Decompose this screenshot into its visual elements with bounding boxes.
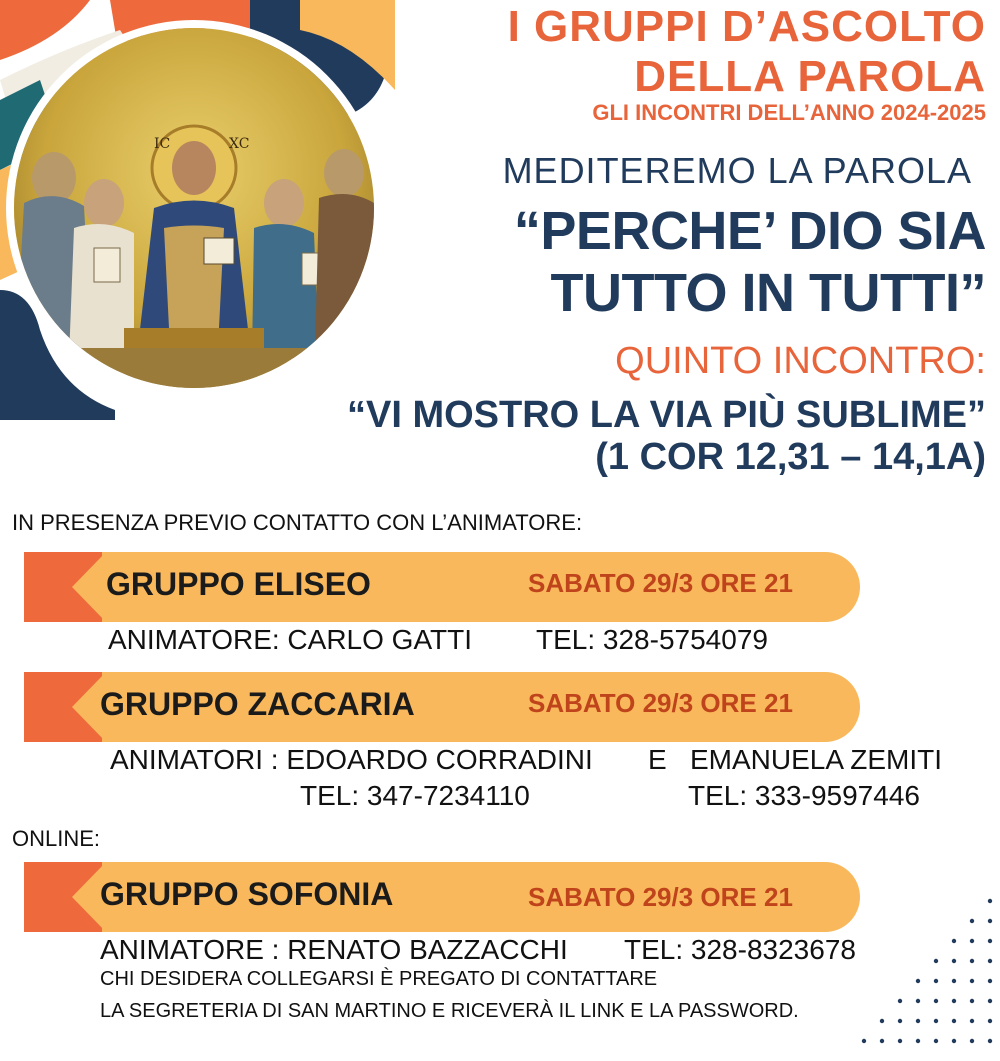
- decorative-dot: [952, 1019, 956, 1023]
- decorative-dot: [880, 1039, 884, 1043]
- decorative-dot: [934, 959, 938, 963]
- decorative-dot: [988, 919, 992, 923]
- theme-intro: MEDITEREMO LA PAROLA: [502, 150, 972, 191]
- group-banner-sofonia: [24, 862, 860, 932]
- animator-tel: TEL: 328-8323678: [624, 934, 856, 965]
- decorative-dot: [952, 999, 956, 1003]
- decorative-dot: [916, 979, 920, 983]
- decorative-dot: [988, 1039, 992, 1043]
- mosaic-illustration: [14, 28, 374, 388]
- animator-2: EMANUELA ZEMITI: [690, 744, 943, 775]
- theme-line-1: “PERCHE’ DIO SIA: [513, 201, 986, 261]
- decorative-dot: [898, 1019, 902, 1023]
- animator-tel-2: TEL: 333-9597446: [688, 780, 920, 811]
- mosaic-image: [14, 28, 374, 388]
- animators-label: ANIMATORI : EDOARDO CORRADINI: [110, 744, 593, 775]
- decorative-dot: [934, 999, 938, 1003]
- animator-tel-1: TEL: 347-7234110: [300, 780, 530, 811]
- in-person-heading: IN PRESENZA PREVIO CONTATTO CON L’ANIMATORE:: [12, 510, 583, 535]
- group-name: GRUPPO ZACCARIA: [100, 686, 415, 722]
- decorative-dot: [970, 1039, 974, 1043]
- decorative-dot: [952, 959, 956, 963]
- decorative-dot: [988, 939, 992, 943]
- title-line-1: I GRUPPI D’ASCOLTO: [507, 2, 986, 51]
- animator-line: ANIMATORE : RENATO BAZZACCHI: [100, 934, 568, 965]
- title-line-2: DELLA PAROLA: [634, 52, 986, 101]
- group-banner-zaccaria: [24, 672, 860, 742]
- decorative-dots: [850, 881, 1000, 1061]
- theme-line-2: TUTTO IN TUTTI”: [550, 263, 986, 323]
- decorative-dot: [916, 999, 920, 1003]
- mosaic-inscription-left: IC: [154, 136, 171, 152]
- decorative-dot: [988, 999, 992, 1003]
- decorative-dot: [862, 1039, 866, 1043]
- decorative-dot: [934, 1019, 938, 1023]
- subtitle: GLI INCONTRI DELL’ANNO 2024-2025: [592, 100, 986, 125]
- decorative-dot: [952, 1039, 956, 1043]
- decorative-dot: [988, 959, 992, 963]
- decorative-dot: [952, 979, 956, 983]
- decorative-dot: [952, 939, 956, 943]
- group-banner-eliseo: [24, 552, 860, 622]
- group-date: SABATO 29/3 ORE 21: [528, 688, 793, 718]
- verse-line-1: “VI MOSTRO LA VIA PIÙ SUBLIME”: [347, 394, 986, 436]
- meeting-label: QUINTO INCONTRO:: [615, 340, 986, 382]
- online-heading: ONLINE:: [12, 826, 101, 851]
- decorative-dot: [916, 1019, 920, 1023]
- group-name: GRUPPO SOFONIA: [100, 876, 394, 912]
- decorative-dot: [988, 1019, 992, 1023]
- decorative-dot: [988, 899, 992, 903]
- decorative-dot: [970, 979, 974, 983]
- decorative-dot: [934, 1039, 938, 1043]
- decorative-dot: [934, 979, 938, 983]
- verse-line-2: (1 COR 12,31 – 14,1A): [595, 436, 986, 478]
- decorative-dot: [970, 939, 974, 943]
- decorative-dot: [970, 1019, 974, 1023]
- group-name: GRUPPO ELISEO: [106, 566, 371, 602]
- decorative-dot: [880, 1019, 884, 1023]
- mosaic-inscription-right: XC: [229, 136, 250, 152]
- decorative-dot: [970, 919, 974, 923]
- decorative-dot: [916, 1039, 920, 1043]
- decorative-dot: [970, 959, 974, 963]
- group-date: SABATO 29/3 ORE 21: [528, 568, 793, 598]
- animator-tel: TEL: 328-5754079: [536, 624, 768, 655]
- animators-conjunction: E: [648, 744, 667, 775]
- decorative-dot: [970, 999, 974, 1003]
- decorative-dot: [898, 999, 902, 1003]
- decorative-dot: [898, 1039, 902, 1043]
- note-line-2: LA SEGRETERIA DI SAN MARTINO E RICEVERÀ IL LINK E LA PASSWORD.: [100, 1000, 799, 1022]
- animator-line: ANIMATORE: CARLO GATTI: [108, 624, 473, 655]
- note-line-1: CHI DESIDERA COLLEGARSI È PREGATO DI CONTATTARE: [100, 968, 658, 990]
- group-date: SABATO 29/3 ORE 21: [528, 882, 793, 912]
- decorative-dot: [988, 979, 992, 983]
